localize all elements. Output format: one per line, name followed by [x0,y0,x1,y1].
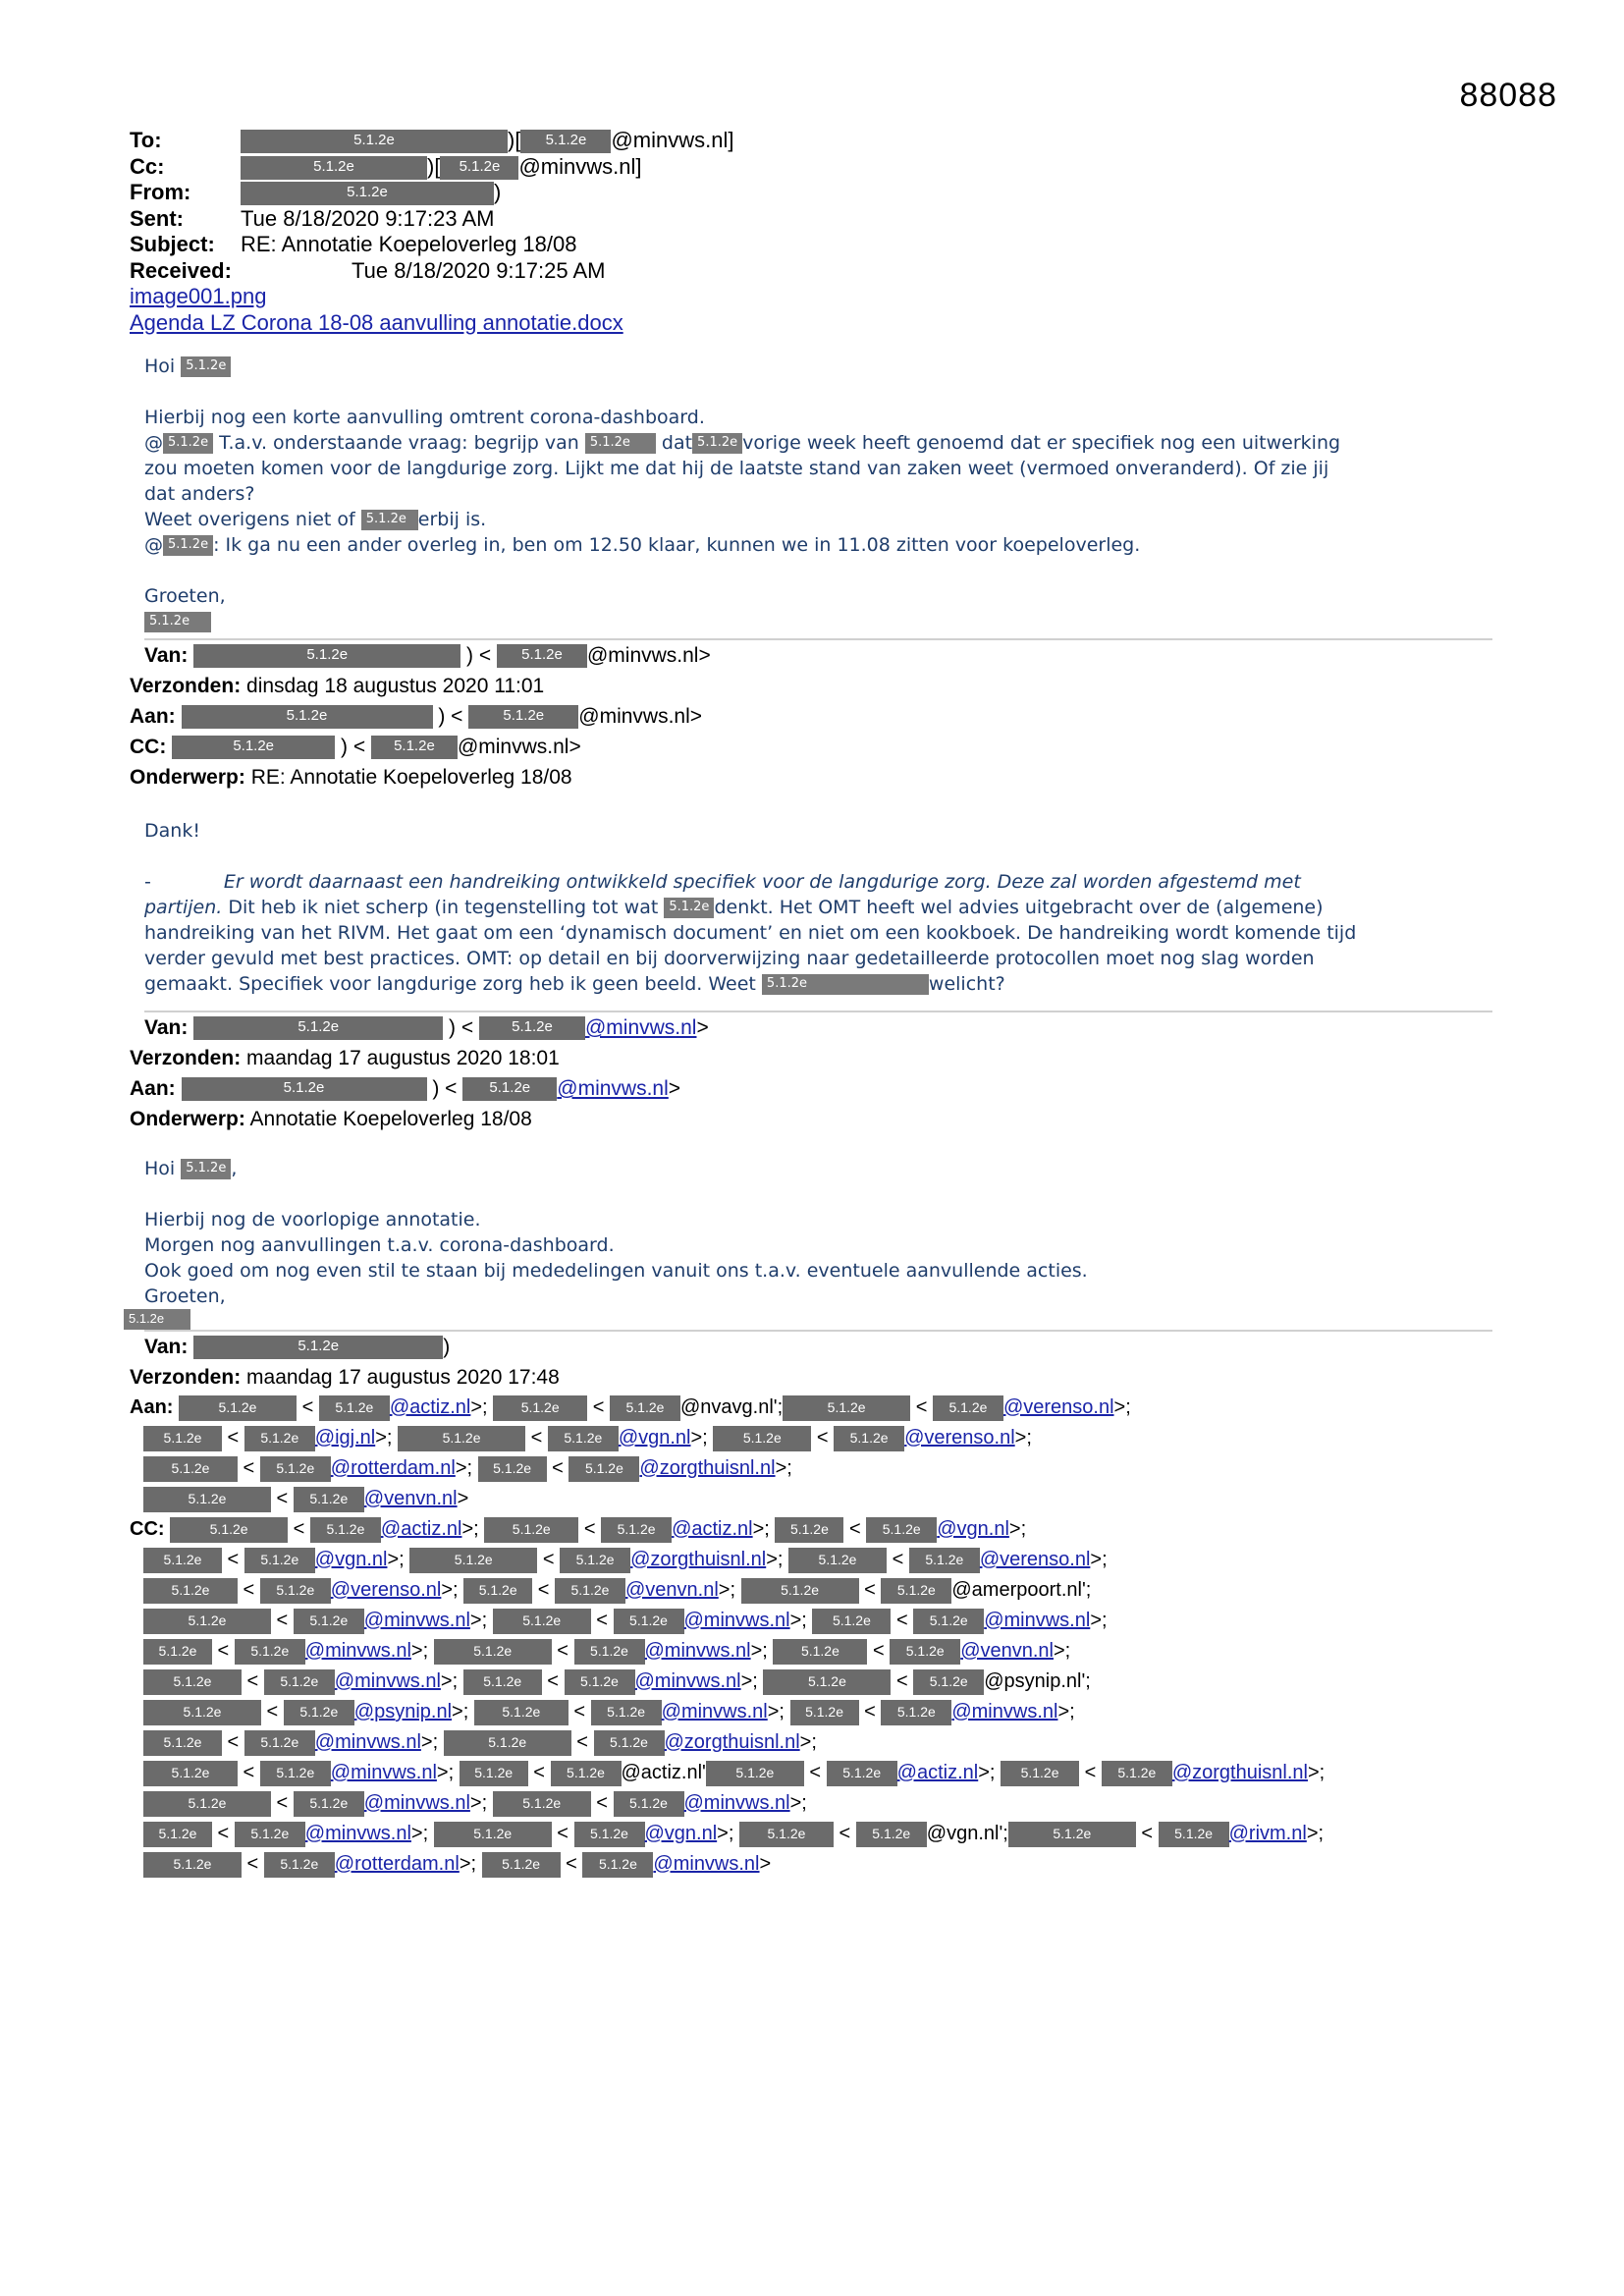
message-body-3: Hoi 5.1.2e , Hierbij nog de voorlopige annotatie. Morgen nog aanvullingen t.a.v. corona-dashboard. Ook goed om nog even stil te staan bij mededelingen vanuit ons t.a.v. eventuele aanvullende acties. Groeten, [144,1158,1088,1307]
redaction: 5.1.2e [790,1700,859,1725]
recipient-email-link[interactable]: @actiz.nl [672,1518,753,1540]
recipient-email-link[interactable]: @verenso.nl [330,1579,442,1601]
redaction: 5.1.2e [193,1336,443,1359]
redaction: 5.1.2e [614,1609,684,1634]
redaction: 5.1.2e [143,1791,271,1817]
recipient-email-link[interactable]: @rivm.nl [1228,1823,1307,1844]
recipient-email-link[interactable]: @minvws.nl [304,1823,411,1844]
redaction: 5.1.2e [463,1669,542,1695]
message-header-4: Van: 5.1.2e ) Verzonden: maandag 17 augustus 2020 17:48 [130,1336,560,1389]
redaction: 5.1.2e [574,1822,645,1847]
redaction: 5.1.2e [260,1761,331,1786]
body-line: dat anders? [144,483,255,505]
redaction: 5.1.2e [1008,1822,1136,1847]
redaction: 5.1.2e [182,1077,427,1101]
separator-text: >; [789,1610,813,1631]
redaction: 5.1.2e [398,1426,525,1451]
redaction: 5.1.2e [762,974,929,995]
document-number: 88088 [1459,77,1557,114]
redaction: 5.1.2e [260,1578,331,1604]
recipient-line: 5.1.2e < 5.1.2e @minvws.nl>; 5.1.2e < 5.1.2e @minvws.nl>; [130,1788,1492,1819]
recipient-email-link[interactable]: @rotterdam.nl [334,1853,460,1875]
redaction: 5.1.2e [568,1456,639,1482]
cc-recipients [130,1514,1492,1880]
from-label: From: [130,180,191,204]
sent-value: Tue 8/18/2020 9:17:23 AM [241,205,495,231]
recipient-line: 5.1.2e < 5.1.2e @verenso.nl>; 5.1.2e < 5.1.2e @venvn.nl>; 5.1.2e < 5.1.2e @amerpoort.nl'; [130,1575,1492,1606]
to-label: To: [130,128,162,152]
redaction: 5.1.2e [264,1669,335,1695]
separator-text: >; [461,1518,485,1540]
recipient-line: 5.1.2e < 5.1.2e @igj.nl>; 5.1.2e < 5.1.2e @vgn.nl>; 5.1.2e < 5.1.2e @verenso.nl>; [130,1423,1492,1453]
redaction: 5.1.2e [193,644,460,668]
recipient-email-link[interactable]: @minvws.nl [644,1640,751,1662]
attachment-link-image[interactable]: image001.png [130,284,267,308]
to-value: @minvws.nl] [611,128,734,152]
separator-text: >; [1090,1549,1108,1570]
redaction: 5.1.2e [582,1852,653,1878]
greeting: Hoi [144,355,176,377]
separator-text: >; [767,1701,790,1722]
redaction: 5.1.2e [143,1730,222,1756]
redaction: 5.1.2e [241,156,427,180]
recipient-email-link[interactable]: @rotterdam.nl [330,1457,456,1479]
redaction: 5.1.2e [294,1609,364,1634]
redaction: 5.1.2e [319,1395,390,1421]
redaction: 5.1.2e [170,1517,288,1543]
redaction: 5.1.2e [124,1309,190,1330]
recipient-email-link[interactable]: @vgn.nl [314,1549,388,1570]
redaction: 5.1.2e [1102,1761,1172,1786]
redaction: 5.1.2e [144,612,211,632]
separator-text: > [457,1488,469,1509]
redaction: 5.1.2e [143,1609,271,1634]
separator-text: >; [750,1640,774,1662]
recipient-email-link[interactable]: @minvws.nl [683,1792,790,1814]
redaction: 5.1.2e [181,356,231,377]
recipient-email-link[interactable]: @minvws.nl [683,1610,790,1631]
redaction: 5.1.2e [548,1426,619,1451]
redaction: 5.1.2e [775,1517,843,1543]
redaction: 5.1.2e [143,1578,238,1604]
redaction: 5.1.2e [143,1852,242,1878]
redaction: 5.1.2e [143,1761,238,1786]
redaction: 5.1.2e [143,1487,271,1512]
redaction: 5.1.2e [479,1016,585,1040]
redaction: 5.1.2e [812,1609,891,1634]
recipient-email-link[interactable]: @actiz.nl [389,1396,471,1418]
redaction: 5.1.2e [739,1822,834,1847]
separator-text: >; [690,1427,714,1449]
redaction: 5.1.2e [484,1517,578,1543]
separator-text: >; [387,1549,410,1570]
cc-label: Cc: [130,153,165,179]
separator-text: >; [1307,1762,1326,1783]
separator-text: >; [469,1610,493,1631]
recipient-label: Aan: [130,1396,174,1418]
recipient-email-link[interactable]: @zorgthuisnl.nl [1171,1762,1308,1783]
separator-text: >; [1054,1640,1071,1662]
redaction: 5.1.2e [856,1822,927,1847]
recipient-email-link[interactable]: @minvws.nl [304,1640,411,1662]
redaction: 5.1.2e [444,1730,571,1756]
redaction: 5.1.2e [601,1517,672,1543]
recipient-email-link[interactable]: @minvws.nl [661,1701,768,1722]
recipient-address-text: @psynip.nl'; [984,1670,1091,1692]
separator-text: >; [1113,1396,1131,1418]
redaction: 5.1.2e [933,1395,1003,1421]
recipient-email-link[interactable]: @vgn.nl [937,1518,1009,1540]
separator-text: >; [1090,1610,1108,1631]
recipient-email-link[interactable]: @minvws.nl [314,1731,421,1753]
redaction: 5.1.2e [163,433,213,454]
redaction: 5.1.2e [881,1700,951,1725]
recipient-line: 5.1.2e < 5.1.2e @rotterdam.nl>; 5.1.2e < 5.1.2e @zorgthuisnl.nl>; [130,1453,1492,1484]
redaction: 5.1.2e [241,130,508,153]
redaction: 5.1.2e [866,1517,937,1543]
redaction: 5.1.2e [1159,1822,1229,1847]
recipient-email-link[interactable]: @vgn.nl [618,1427,691,1449]
redaction: 5.1.2e [241,182,494,205]
separator-text: >; [775,1457,792,1479]
from-row [130,180,1492,206]
separator-text: >; [410,1823,434,1844]
recipient-address-text: @actiz.nl' [621,1762,706,1783]
redaction: 5.1.2e [143,1700,261,1725]
recipient-label: CC: [130,1518,165,1540]
redaction: 5.1.2e [284,1700,354,1725]
redaction: 5.1.2e [614,1791,684,1817]
separator-text: >; [740,1670,764,1692]
redaction: 5.1.2e [664,898,714,918]
redaction: 5.1.2e [783,1395,910,1421]
redaction: 5.1.2e [143,1822,212,1847]
redaction: 5.1.2e [493,1609,591,1634]
redaction: 5.1.2e [361,510,418,530]
separator-text: >; [799,1731,817,1753]
to-row: To: 5.1.2e )[ 5.1.2e @minvws.nl] [130,128,734,152]
redaction: 5.1.2e [913,1609,984,1634]
redaction: 5.1.2e [244,1426,315,1451]
message-body-2: Dank! - Er wordt daarnaast een handreiking ontwikkeld specifiek voor de langdurige zorg. Deze zal worden afgestemd met partijen. Dit heb ik niet scherp (in tegenstelling tot wat 5.1.2e denkt. Het OMT heeft wel advies uitgebracht over de (algemene) handreiking van het RIVM. Het gaat om een ‘dynamisch document’ en niet om een kookboek. De handreiking wordt komende tijd verder gevuld met best practices. OMT: op detail en bij doorverwijzing naar gedetailleerde protocollen moet nog slag worden gemaakt. Specifiek voor langdurige zorg heb ik geen beeld. Weet 5.1.2e welicht? [144,820,1357,995]
separator-text: >; [375,1427,399,1449]
recipient-line: 5.1.2e < 5.1.2e @minvws.nl>; 5.1.2e < 5.1.2e @minvws.nl>; 5.1.2e < 5.1.2e @minvws.nl>; [130,1606,1492,1636]
separator-text: >; [452,1701,474,1722]
redaction: 5.1.2e [163,535,213,556]
redaction: 5.1.2e [181,1159,231,1179]
redaction: 5.1.2e [310,1517,381,1543]
sent-row [130,206,1492,233]
recipient-email-link[interactable]: @venvn.nl [624,1579,719,1601]
separator-text: >; [1014,1427,1032,1449]
recipient-email-link[interactable]: @venvn.nl [363,1488,458,1509]
recipient-line: 5.1.2e < 5.1.2e @minvws.nl>; 5.1.2e < 5.1.2e @vgn.nl>; 5.1.2e < 5.1.2e @vgn.nl'; 5.1.2e < 5.1.2e @rivm.nl>; [130,1819,1492,1849]
recipient-line: Aan: 5.1.2e < 5.1.2e @actiz.nl>; 5.1.2e < 5.1.2e @nvavg.nl'; 5.1.2e < 5.1.2e @verenso.nl>; [130,1393,1492,1423]
recipient-email-link[interactable]: @verenso.nl [979,1549,1091,1570]
redaction: 5.1.2e [890,1639,960,1665]
separator-text: >; [470,1396,494,1418]
redaction: 5.1.2e [551,1761,622,1786]
redaction: 5.1.2e [193,1016,443,1040]
redaction: 5.1.2e [478,1456,547,1482]
recipient-email-link[interactable]: @zorgthuisnl.nl [630,1549,767,1570]
recipient-line: 5.1.2e < 5.1.2e @rotterdam.nl>; 5.1.2e < 5.1.2e @minvws.nl> [130,1849,1492,1880]
recipient-address-text: @vgn.nl'; [926,1823,1008,1844]
redaction: 5.1.2e [834,1426,904,1451]
recipient-email-link[interactable]: @actiz.nl [380,1518,462,1540]
redaction: 5.1.2e [591,1700,662,1725]
redaction: 5.1.2e [179,1395,297,1421]
recipient-email-link[interactable]: @minvws.nl [363,1610,470,1631]
redaction: 5.1.2e [434,1822,552,1847]
separator-text: >; [766,1549,789,1570]
received-label: Received: [130,257,232,283]
recipient-line: 5.1.2e < 5.1.2e @minvws.nl>; 5.1.2e < 5.1.2e @minvws.nl>; 5.1.2e < 5.1.2e @psynip.nl'; [130,1667,1492,1697]
aan-recipients [130,1393,1492,1514]
separator-text: >; [978,1762,1001,1783]
redaction: 5.1.2e [409,1548,537,1573]
recipient-email-link[interactable]: @zorgthuisnl.nl [664,1731,800,1753]
redaction: 5.1.2e [520,130,611,153]
redaction: 5.1.2e [881,1578,951,1604]
redaction: 5.1.2e [565,1669,635,1695]
redaction: 5.1.2e [610,1395,680,1421]
separator-text: >; [440,1670,463,1692]
subject-row [130,232,1492,258]
redaction: 5.1.2e [741,1578,859,1604]
redaction: 5.1.2e [462,1077,557,1101]
recipient-line: 5.1.2e < 5.1.2e @minvws.nl>; 5.1.2e < 5.1.2e @zorgthuisnl.nl>; [130,1727,1492,1758]
recipient-line: 5.1.2e < 5.1.2e @minvws.nl>; 5.1.2e < 5.1.2e @minvws.nl>; 5.1.2e < 5.1.2e @venvn.nl>; [130,1636,1492,1667]
redaction: 5.1.2e [692,433,742,454]
redaction: 5.1.2e [497,644,587,668]
redaction: 5.1.2e [555,1578,625,1604]
redaction: 5.1.2e [260,1456,331,1482]
separator-text: >; [469,1792,493,1814]
redaction: 5.1.2e [827,1761,897,1786]
separator-text: >; [789,1792,807,1814]
redaction: 5.1.2e [493,1395,587,1421]
redaction: 5.1.2e [143,1456,238,1482]
recipient-email-link[interactable]: @psynip.nl [353,1701,453,1722]
sent-label: Sent: [130,205,184,231]
separator-text: >; [455,1457,478,1479]
recipient-email-link[interactable]: @minvws.nl [653,1853,760,1875]
email-document [130,128,1492,1880]
separator-text: >; [436,1762,460,1783]
redaction: 5.1.2e [460,1761,528,1786]
recipient-address-text: @amerpoort.nl'; [951,1579,1092,1601]
redaction: 5.1.2e [763,1669,891,1695]
message-header-2: Van: 5.1.2e ) < 5.1.2e @minvws.nl> Verzonden: dinsdag 18 augustus 2020 11:01 Aan: 5.1.2e ) < 5.1.2e @minvws.nl> CC: 5.1.2e ) < 5.1.2e @minvws.nl> Onderwerp: RE: Annotatie Koepeloverleg 18/08 [130,644,711,789]
email-header [130,128,1492,336]
redaction: 5.1.2e [585,433,656,454]
recipient-list [130,1393,1492,1880]
redaction: 5.1.2e [294,1487,364,1512]
separator-text: >; [752,1518,776,1540]
separator-text: >; [1306,1823,1325,1844]
recipient-email-link[interactable]: @minvws.nl [334,1670,441,1692]
recipient-line: 5.1.2e < 5.1.2e @venvn.nl> [130,1484,1492,1514]
redaction: 5.1.2e [713,1426,811,1451]
separator-text: >; [717,1823,739,1844]
recipient-email-link[interactable]: @venvn.nl [960,1640,1054,1662]
message-body-1: Hoi 5.1.2e Hierbij nog een korte aanvulling omtrent corona-dashboard. @ 5.1.2e T.a.v. onderstaande vraag: begrijp van 5.1.2e dat 5.1.2e vorige week heeft genoemd dat er specifiek nog een uitwerking zou moeten komen voor de langdurige zorg. Lijkt me dat hij de laatste stand van zaken weet (vermoed onveranderd). Of zie jij dat anders? Weet overigens niet of 5.1.2e erbij is. @ 5.1.2e : Ik ga nu een ander overleg in, ben om 12.50 klaar, kunnen we in 11.08 zitten voor koepeloverleg. Groeten, 5.1.2e [144,354,1492,634]
redaction: 5.1.2e [143,1639,212,1665]
recipient-line: 5.1.2e < 5.1.2e @psynip.nl>; 5.1.2e < 5.1.2e @minvws.nl>; 5.1.2e < 5.1.2e @minvws.nl>; [130,1697,1492,1727]
redaction: 5.1.2e [560,1548,630,1573]
redaction: 5.1.2e [706,1761,804,1786]
recipient-email-link[interactable]: @verenso.nl [1002,1396,1114,1418]
recipient-email-link[interactable]: @vgn.nl [644,1823,718,1844]
redaction: 5.1.2e [468,705,578,729]
redaction: 5.1.2e [235,1639,305,1665]
redaction: 5.1.2e [434,1639,552,1665]
recipient-email-link[interactable]: @minvws.nl [634,1670,741,1692]
redaction: 5.1.2e [594,1730,665,1756]
closing: Groeten, [144,585,226,607]
subject-value: RE: Annotatie Koepeloverleg 18/08 [241,232,577,256]
redaction: 5.1.2e [440,156,518,180]
redaction: 5.1.2e [574,1639,645,1665]
redaction: 5.1.2e [244,1548,315,1573]
redaction: 5.1.2e [235,1822,305,1847]
recipient-email-link[interactable]: @minvws.nl [984,1610,1091,1631]
separator-text: >; [1057,1701,1075,1722]
redaction: 5.1.2e [909,1548,980,1573]
body-line: zou moeten komen voor de langdurige zorg. Lijkt me dat hij de laatste stand van zaken weet (vermoed onveranderd). Of zie jij [144,458,1329,479]
separator-text: >; [1008,1518,1027,1540]
recipient-email-link[interactable]: @minvws.nl [330,1762,437,1783]
separator-text: >; [718,1579,741,1601]
redaction: 5.1.2e [294,1791,364,1817]
recipient-email-link[interactable]: @minvws.nl [951,1701,1058,1722]
received-row [130,258,1492,285]
redaction: 5.1.2e [172,736,335,759]
redaction: 5.1.2e [143,1548,222,1573]
recipient-address-text: @nvavg.nl'; [679,1396,784,1418]
separator-text: > [759,1853,772,1875]
redaction: 5.1.2e [463,1578,532,1604]
recipient-email-link[interactable]: @verenso.nl [904,1427,1015,1449]
cc-value: @minvws.nl] [518,153,642,179]
received-value: Tue 8/18/2020 9:17:25 AM [352,257,606,283]
redaction: 5.1.2e [482,1852,561,1878]
subject-label: Subject: [130,232,215,256]
separator-text: >; [420,1731,444,1753]
redaction: 5.1.2e [493,1791,591,1817]
recipient-line: CC: 5.1.2e < 5.1.2e @actiz.nl>; 5.1.2e < 5.1.2e @actiz.nl>; 5.1.2e < 5.1.2e @vgn.nl>; [130,1514,1492,1545]
cc-row: Cc: 5.1.2e )[ 5.1.2e @minvws.nl] [130,153,642,179]
from-value: ) [494,180,502,204]
redaction: 5.1.2e [143,1426,222,1451]
separator-text: >; [459,1853,482,1875]
recipient-email-link[interactable]: @igj.nl [314,1427,376,1449]
separator-text: >; [441,1579,464,1601]
message-header-3: Van: 5.1.2e ) < 5.1.2e @minvws.nl> Verzonden: maandag 17 augustus 2020 18:01 Aan: 5.1.2e ) < 5.1.2e @minvws.nl> Onderwerp: Annotatie Koepeloverleg 18/08 [130,1016,709,1130]
body-line: Hierbij nog een korte aanvulling omtrent corona-dashboard. [144,407,705,428]
redaction: 5.1.2e [788,1548,887,1573]
recipient-email-link[interactable]: @minvws.nl [363,1792,470,1814]
recipient-email-link[interactable]: @zorgthuisnl.nl [639,1457,776,1479]
redaction: 5.1.2e [913,1669,984,1695]
redaction: 5.1.2e [371,736,458,759]
redaction: 5.1.2e [182,705,433,729]
recipient-email-link[interactable]: @actiz.nl [896,1762,979,1783]
redaction: 5.1.2e [773,1639,867,1665]
redaction: 5.1.2e [244,1730,315,1756]
redaction: 5.1.2e [264,1852,335,1878]
recipient-line: 5.1.2e < 5.1.2e @vgn.nl>; 5.1.2e < 5.1.2e @zorgthuisnl.nl>; 5.1.2e < 5.1.2e @verenso.nl>; [130,1545,1492,1575]
recipient-line: 5.1.2e < 5.1.2e @minvws.nl>; 5.1.2e < 5.1.2e @actiz.nl' 5.1.2e < 5.1.2e @actiz.nl>; 5.1.2e < 5.1.2e @zorgthuisnl.nl>; [130,1758,1492,1788]
redaction: 5.1.2e [474,1700,568,1725]
attachment-link-agenda[interactable]: Agenda LZ Corona 18-08 aanvulling annotatie.docx [130,309,623,335]
redaction: 5.1.2e [143,1669,242,1695]
redaction: 5.1.2e [1001,1761,1079,1786]
separator-text: >; [410,1640,434,1662]
